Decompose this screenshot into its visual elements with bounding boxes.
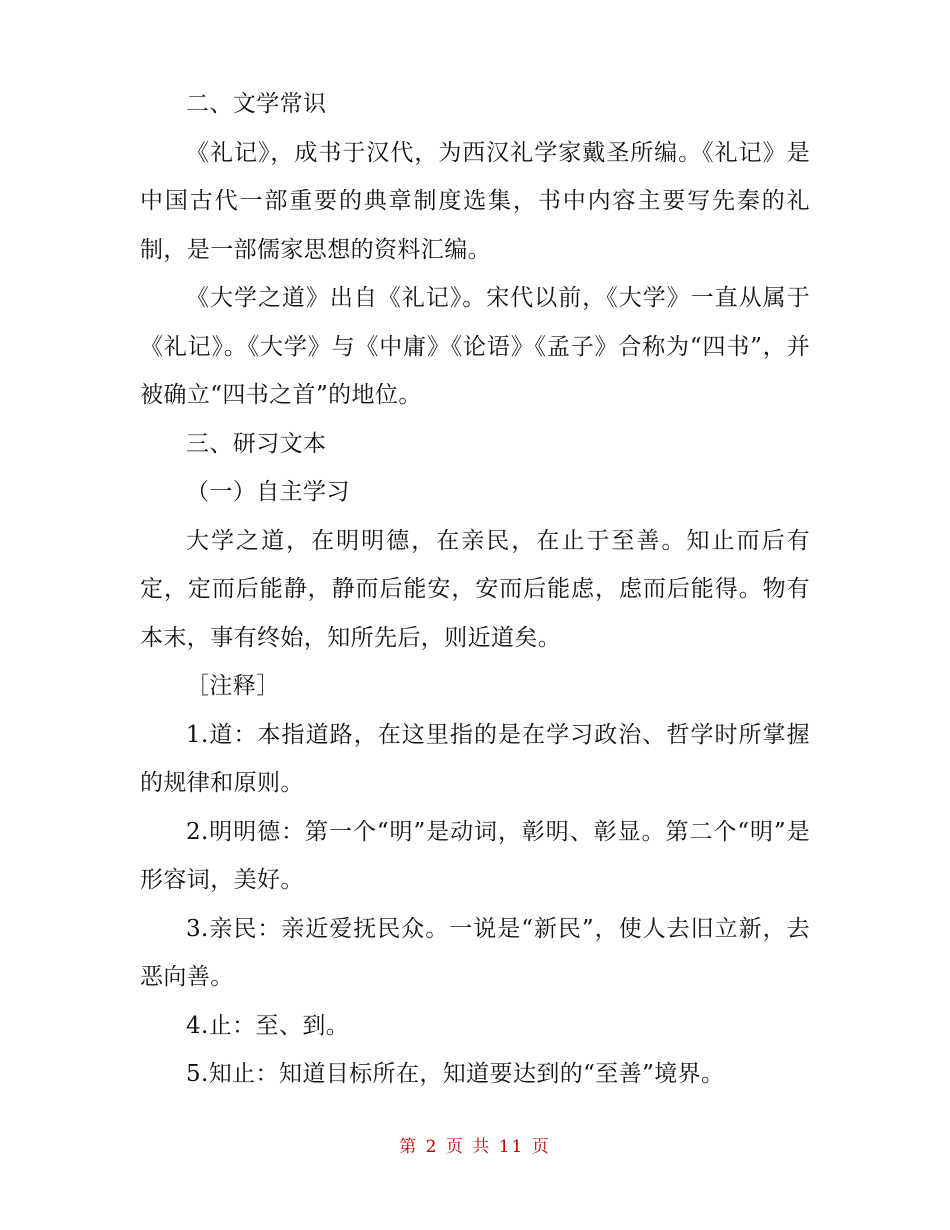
- paragraph-liji-intro: 《礼记》，成书于汉代，为西汉礼学家戴圣所编。《礼记》是中国古代一部重要的典章制度选集，书中内容主要写先秦的礼制，是一部儒家思想的资料汇编。: [140, 139, 810, 263]
- notes-heading: ［注释］: [186, 673, 280, 699]
- note-item-3: 3.亲民：亲近爱抚民众。一说是“新民”，使人去旧立新，去恶向善。: [140, 915, 810, 990]
- paragraph-daxue-origin: 《大学之道》出自《礼记》。宋代以前，《大学》一直从属于《礼记》。《大学》与《中庸》《论语》《孟子》合称为“四书”，并被确立“四书之首”的地位。: [140, 285, 810, 408]
- note-item-2: 2.明明德：第一个“明”是动词，彰明、彰显。第二个“明”是形容词，美好。: [140, 818, 810, 893]
- page-number-footer: 第 2 页 共 11 页: [399, 1137, 551, 1157]
- note-item-1: 1.道：本指道路，在这里指的是在学习政治、哲学时所掌握的规律和原则。: [140, 721, 810, 796]
- section-heading-text-study: 三、研习文本: [186, 430, 327, 457]
- note-item-4: 4.止：至、到。: [186, 1012, 350, 1039]
- paragraph-original-text: 大学之道，在明明德，在亲民，在止于至善。知止而后有定，定而后能静，静而后能安，安而后能虑，虑而后能得。物有本末，事有终始，知所先后，则近道矣。: [140, 527, 810, 651]
- document-body: [140, 80, 810, 1099]
- subsection-heading-self-study: （一）自主学习: [186, 479, 350, 505]
- note-item-5: 5.知止：知道目标所在，知道要达到的“至善”境界。: [186, 1061, 725, 1087]
- section-heading-literary-knowledge: 二、文学常识: [186, 91, 327, 117]
